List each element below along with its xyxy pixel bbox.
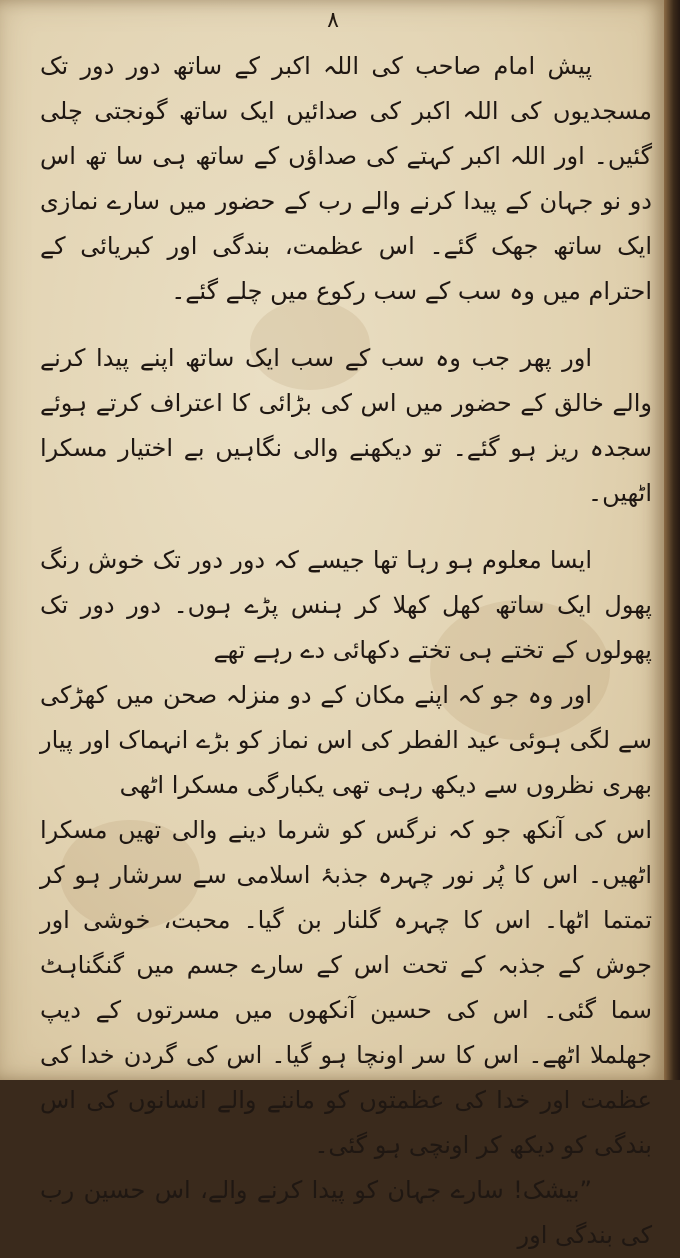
page-number: ۸ [327,8,339,33]
paragraph-4: اور وہ جو کہ اپنے مکان کے دو منزلہ صحن میں کھڑکی سے لگی ہوئی عید الفطر کی اس نماز کو بڑے انہماک اور پیار بھری نظروں سے دیکھ رہی تھی یکبارگی مسکرا اٹھی [40,681,652,799]
paragraph-5: اس کی آنکھ جو کہ نرگس کو شرما دینے والی تھیں مسکرا اٹھیں۔ اس کا پُر نور چہرہ جذبۂ اسلامی سے سرشار ہو کر تمتما اٹھا۔ اس کا چہرہ گلنار بن گیا۔ محبت، خوشی اور جوش کے جذبہ کے تحت اس کے سارے جسم میں گنگناہٹ سما گئی۔ اس کی حسین آنکھوں میں مسرتوں کے دیپ جھلملا اٹھے۔ اس کا سر اونچا ہو گیا۔ اس کی گردن خدا کی عظمت اور خدا کی عظمتوں کو ماننے والے انسانوں کی اس بندگی کو دیکھ کر اونچی ہو گئی۔ [40,816,652,1159]
paragraph-6: ”بیشک! سارے جہان کو پیدا کرنے والے، اس حسین رب کی بندگی اور [40,1176,652,1249]
paragraph-3: ایسا معلوم ہو رہا تھا جیسے کہ دور دور تک خوش رنگ پھول ایک ساتھ کھل کھلا کر ہنس پڑے ہوں۔ دور دور تک پھولوں کے تختے ہی تختے دکھائی دے رہے تھے [40,546,652,664]
paragraph-2: اور پھر جب وہ سب کے سب ایک ساتھ اپنے پیدا کرنے والے خالق کے حضور میں اس کی بڑائی کا اعتراف کرتے ہوئے سجدہ ریز ہو گئے۔ تو دیکھنے والی نگاہیں بے اختیار مسکرا اٹھیں۔ [40,344,652,507]
book-spine [664,0,680,1080]
page-text [40,44,652,1258]
paragraph-1: پیش امام صاحب کی اللہ اکبر کے ساتھ دور دور تک مسجدیوں کی اللہ اکبر کی صدائیں ایک ساتھ گونجتی چلی گئیں۔ اور اللہ اکبر کہتے کی صداؤں کے ساتھ ہی سا تھ اس دو نو جہان کے پیدا کرنے والے رب کے حضور میں سارے نمازی ایک ساتھ جھک گئے۔ اس عظمت، بندگی اور کبریائی کے احترام میں وہ سب کے سب رکوع میں چلے گئے۔ [40,52,652,305]
